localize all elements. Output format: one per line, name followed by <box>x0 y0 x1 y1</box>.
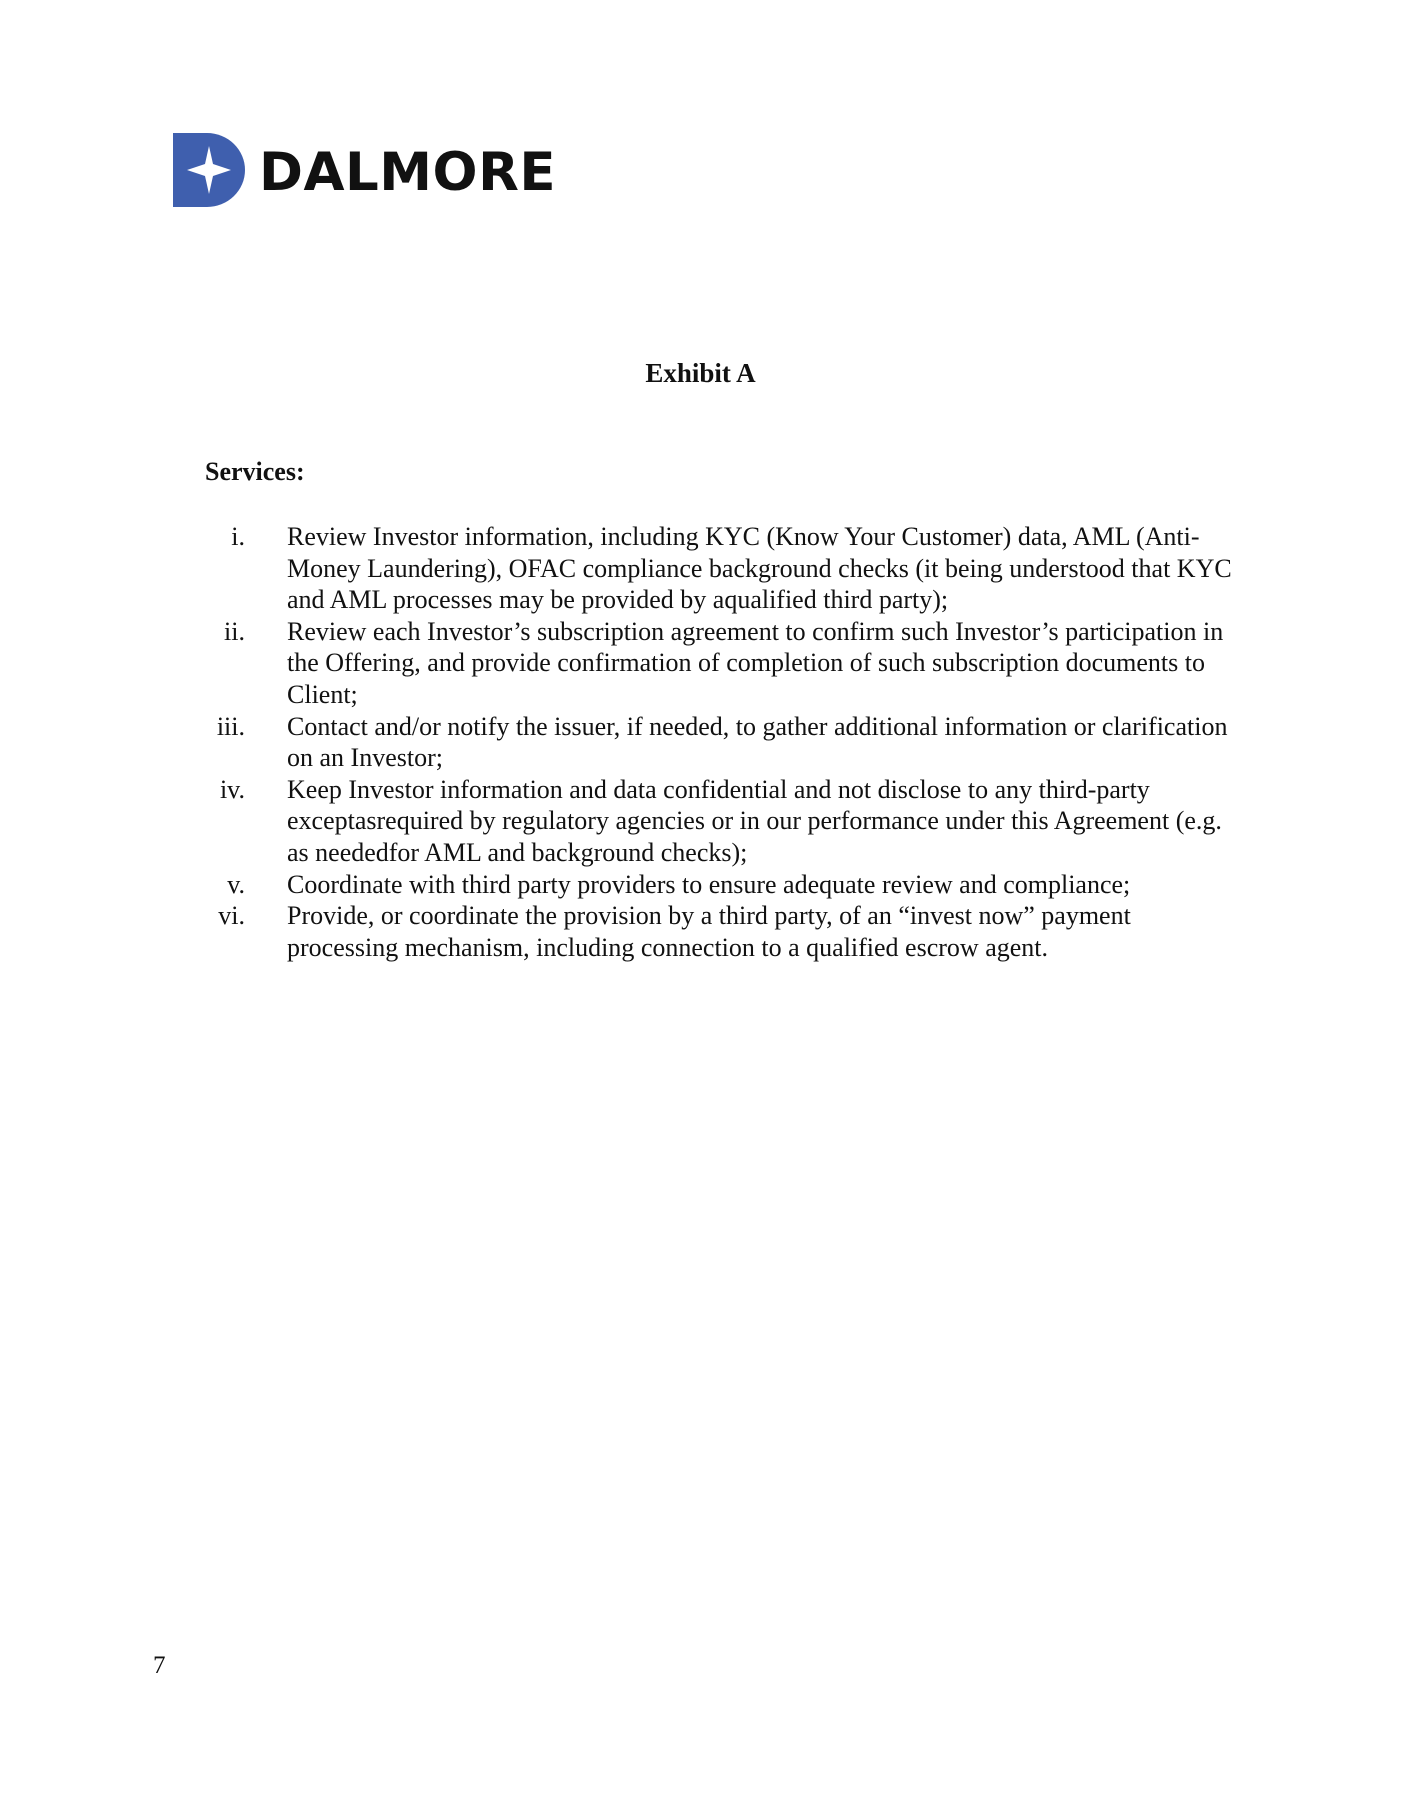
service-numeral: ii. <box>224 616 245 646</box>
service-text: Contact and/or notify the issuer, if needed, to gather additional information or clarification on an Investor; <box>287 711 1228 773</box>
logo-wordmark: DALMORE <box>259 141 557 203</box>
service-numeral: i. <box>231 522 245 551</box>
page-number: 7 <box>153 1652 166 1679</box>
service-numeral: iii. <box>216 711 245 741</box>
service-numeral: iv. <box>219 774 245 804</box>
service-item-1 <box>205 521 1235 616</box>
service-item-2 <box>205 616 1235 711</box>
service-numeral: vi. <box>218 901 245 931</box>
service-text: Provide, or coordinate the provision by a third party, of an “invest now” payment processing mechanism, including connection to a qualified escrow agent. <box>287 901 1131 962</box>
dalmore-logo-icon <box>173 133 245 207</box>
service-item-4 <box>205 774 1235 869</box>
service-text: Coordinate with third party providers to ensure adequate review and compliance; <box>287 869 1131 899</box>
services-list <box>205 521 1235 963</box>
exhibit-title: Exhibit A <box>645 358 756 388</box>
service-item-6 <box>205 900 1235 963</box>
service-text: Review each Investor’s subscription agreement to confirm such Investor’s participation in the Offering, and provide confirmation of completion of such subscription documents to Client; <box>287 616 1224 709</box>
service-numeral: v. <box>227 869 245 899</box>
dalmore-logo <box>173 133 556 207</box>
service-text: Review Investor information, including KYC (Know Your Customer) data, AML (Anti-Money Laundering), OFAC compliance background checks (it being understood that KYC and AML processes may be provided by aqualified third party); <box>287 522 1232 615</box>
service-item-5 <box>205 869 1235 901</box>
service-text: Keep Investor information and data confidential and not disclose to any third-party exceptasrequired by regulatory agencies or in our performance under this Agreement (e.g. as neededfor AML and background checks); <box>287 774 1222 867</box>
services-heading: Services: <box>205 457 305 486</box>
service-item-3 <box>205 711 1235 774</box>
